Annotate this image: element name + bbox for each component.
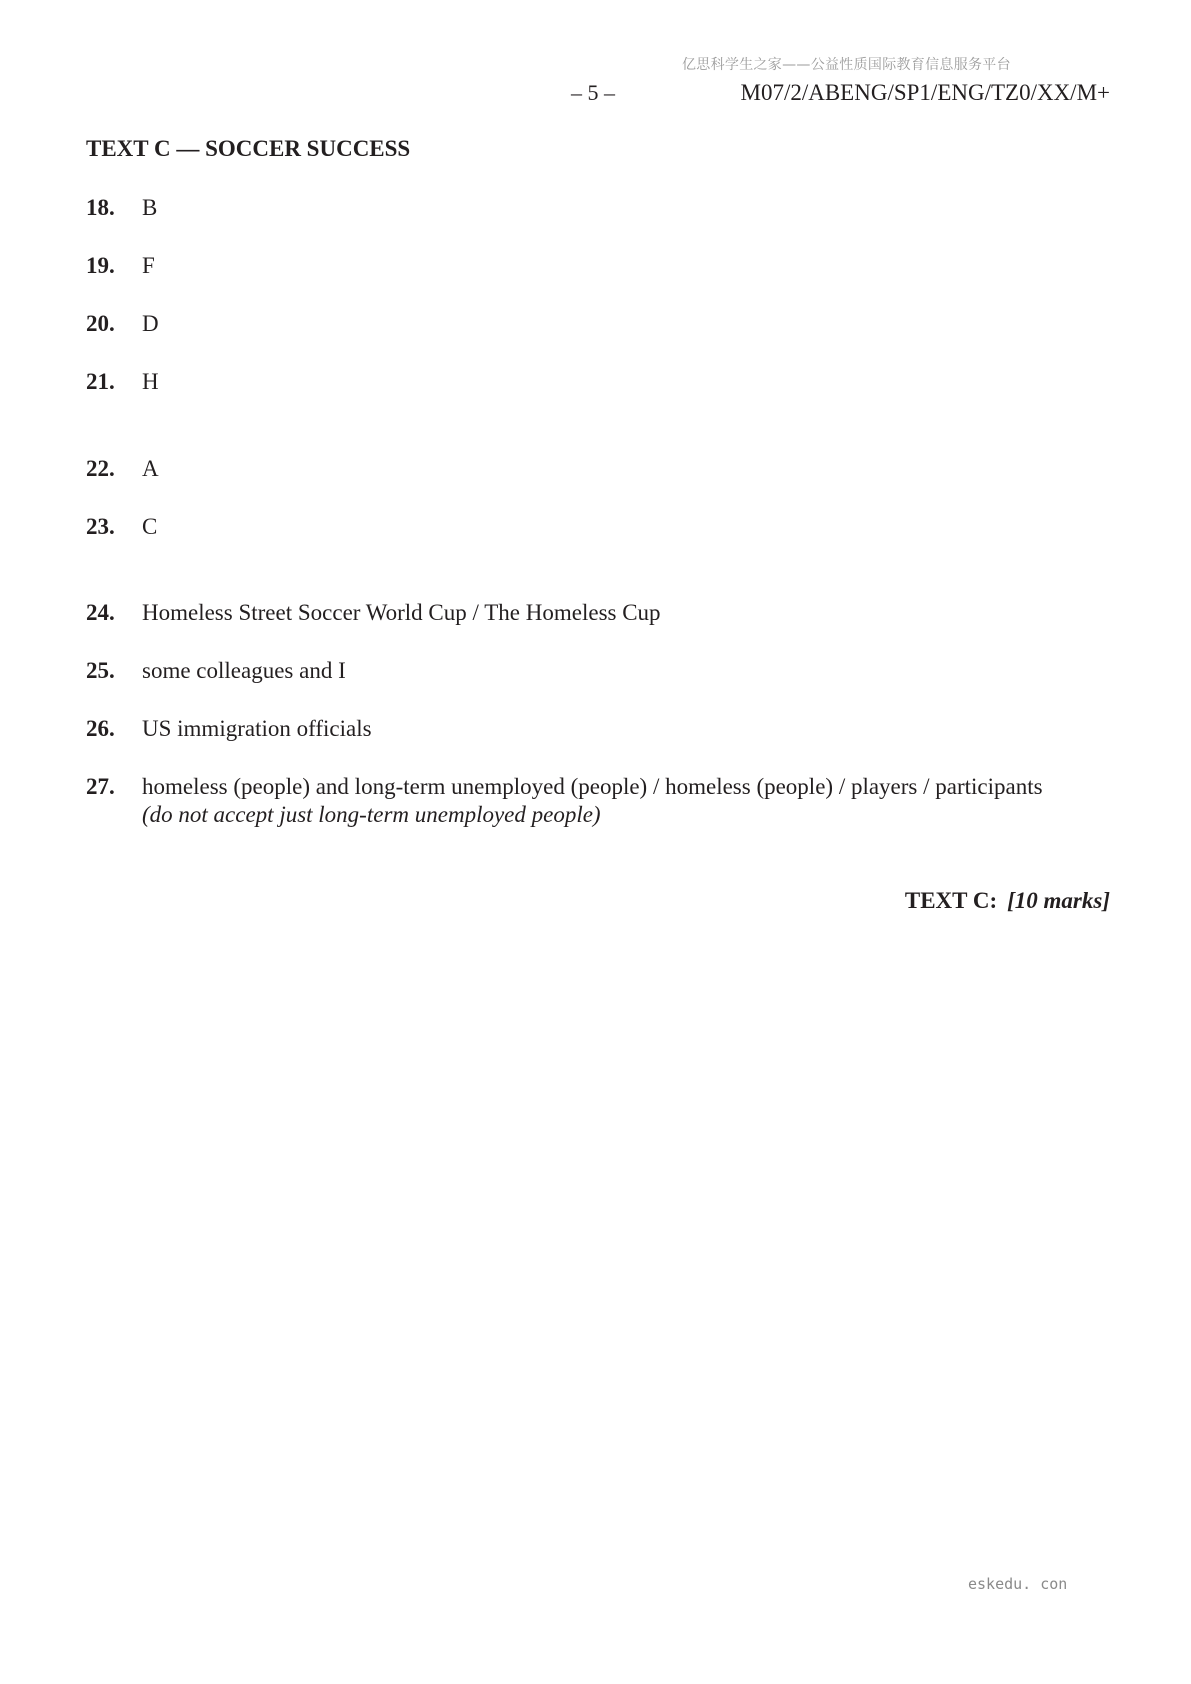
answer-text: US immigration officials xyxy=(142,716,372,741)
document-code: M07/2/ABENG/SP1/ENG/TZ0/XX/M+ xyxy=(740,80,1110,105)
total-label: TEXT C: xyxy=(904,888,998,913)
answer-note: (do not accept just long-term unemployed people) xyxy=(142,802,601,827)
question-number: 24. xyxy=(86,600,115,625)
question-number: 22. xyxy=(86,456,115,481)
question-number: 27. xyxy=(86,774,115,799)
answer-text: D xyxy=(142,311,159,336)
header-watermark: 亿思科学生之家——公益性质国际教育信息服务平台 xyxy=(682,57,1011,73)
answer-text: Homeless Street Soccer World Cup / The Homeless Cup xyxy=(142,600,661,625)
page-number: – 5 – xyxy=(571,80,615,105)
total-marks: [10 marks] xyxy=(1007,888,1110,913)
answer-text: A xyxy=(142,456,159,481)
section-total xyxy=(905,888,1110,914)
question-number: 26. xyxy=(86,716,115,741)
question-number: 19. xyxy=(86,253,115,278)
answer-text: B xyxy=(142,195,158,220)
answer-text: H xyxy=(142,369,159,394)
question-number: 25. xyxy=(86,658,115,683)
answer-text: F xyxy=(142,253,155,278)
answer-text: C xyxy=(142,514,158,539)
section-title: TEXT C — SOCCER SUCCESS xyxy=(86,136,411,161)
question-number: 23. xyxy=(86,514,115,539)
question-number: 18. xyxy=(86,195,115,220)
footer-watermark: eskedu. con xyxy=(968,1575,1068,1593)
answer-text: homeless (people) and long-term unemployed (people) / homeless (people) / players / participants xyxy=(142,774,1043,799)
answer-text: some colleagues and I xyxy=(142,658,346,683)
question-number: 21. xyxy=(86,369,115,394)
question-number: 20. xyxy=(86,311,115,336)
